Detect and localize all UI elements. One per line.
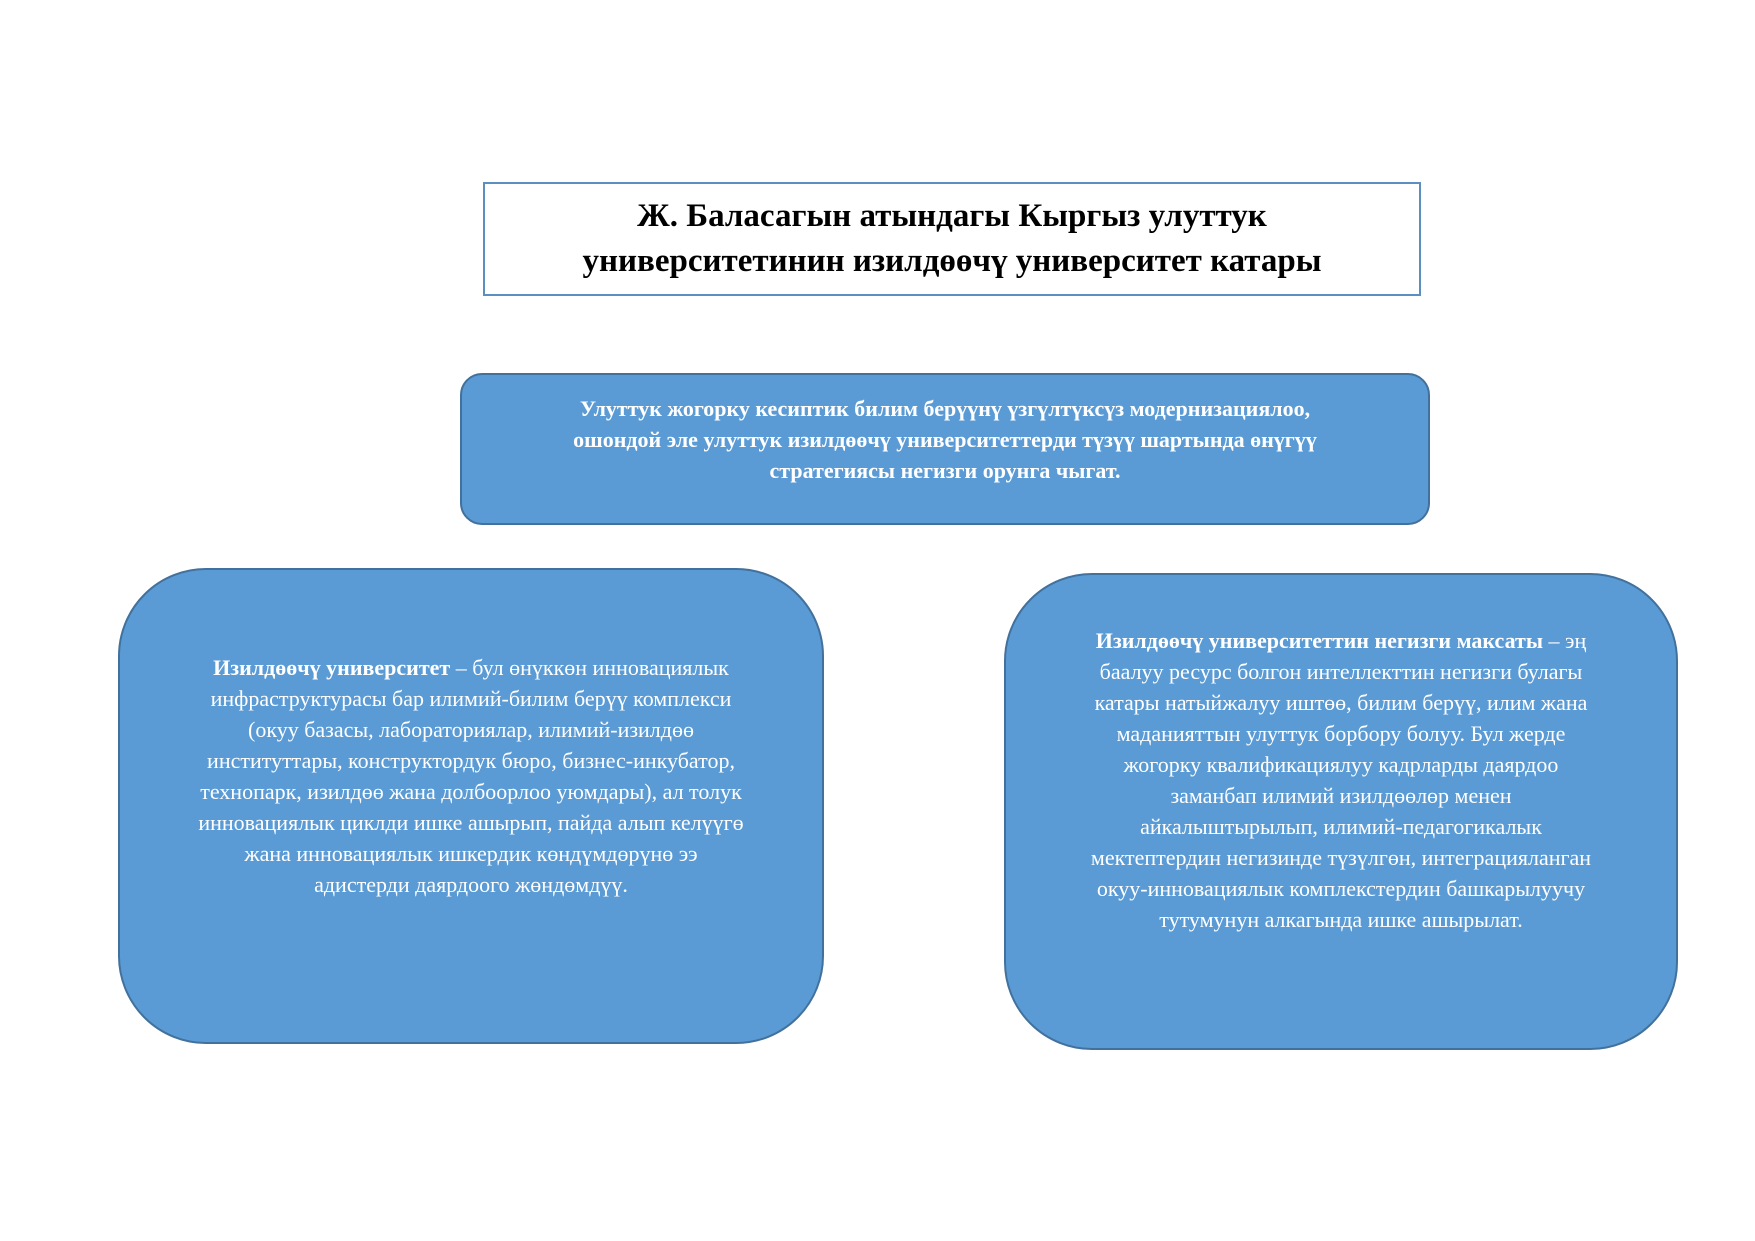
diagram-title [583, 194, 1322, 284]
goal-line: баалуу ресурс болгон интеллекттин негизги булагы [1099, 659, 1583, 684]
goal-line: заманбап илимий изилдөөлөр менен [1170, 783, 1512, 808]
goal-line: жогорку квалификациялуу кадрларды даярдоо [1123, 752, 1559, 777]
definition-term: Изилдөөчү университет [213, 655, 451, 680]
title-line-1: Ж. Баласагын атындагы Кыргыз улуттук [637, 198, 1267, 234]
strategy-text [462, 393, 1428, 486]
definition-line: технопарк, изилдөө жана долбоорлоо уюмдары), ал толук [200, 779, 742, 804]
goal-line: катары натыйжалуу иштөө, билим берүү, илим жана [1094, 690, 1588, 715]
strategy-line: ошондой эле улуттук изилдөөчү университеттерди түзүү шартында өнүгүү [573, 427, 1317, 452]
strategy-line: стратегиясы негизги орунга чыгат. [769, 458, 1121, 483]
goal-line: окуу-инновациялык комплекстердин башкарылуучу [1096, 876, 1586, 901]
definition-line: жана инновациялык ишкердик көндүмдөрүнө ээ [244, 841, 698, 866]
goal-box [1004, 573, 1678, 1050]
goal-term: Изилдөөчү университеттин негизги максаты [1095, 628, 1544, 653]
definition-line: инновациялык циклди ишке ашырып, пайда алып келүүгө [198, 810, 744, 835]
goal-line: мектептердин негизинде түзүлгөн, интеграцияланган [1090, 845, 1592, 870]
goal-line: маданияттын улуттук борбору болуу. Бул жерде [1116, 721, 1566, 746]
goal-line: тутумунун алкагында ишке ашырылат. [1159, 907, 1523, 932]
definition-line: институттары, конструктордук бюро, бизнес-инкубатор, [207, 748, 735, 773]
strategy-box [460, 373, 1430, 525]
definition-line: (окуу базасы, лабораториялар, илимий-изилдөө [248, 717, 694, 742]
strategy-line: Улуттук жогорку кесиптик билим берүүнү үзгүлтүксүз модернизациялоо, [579, 396, 1311, 421]
definition-line: адистерди даярдоого жөндөмдүү. [314, 872, 628, 897]
title-box [483, 182, 1421, 296]
title-line-2: университетинин изилдөөчү университет катары [582, 243, 1322, 279]
definition-text [120, 652, 822, 900]
definition-line: – бул өнүккөн инновациялык [450, 655, 729, 680]
goal-line: – эң [1543, 628, 1587, 653]
goal-text [1006, 625, 1676, 935]
goal-line: айкалыштырылып, илимий-педагогикалык [1140, 814, 1542, 839]
definition-line: инфраструктурасы бар илимий-билим берүү комплекси [210, 686, 732, 711]
definition-box [118, 568, 824, 1044]
